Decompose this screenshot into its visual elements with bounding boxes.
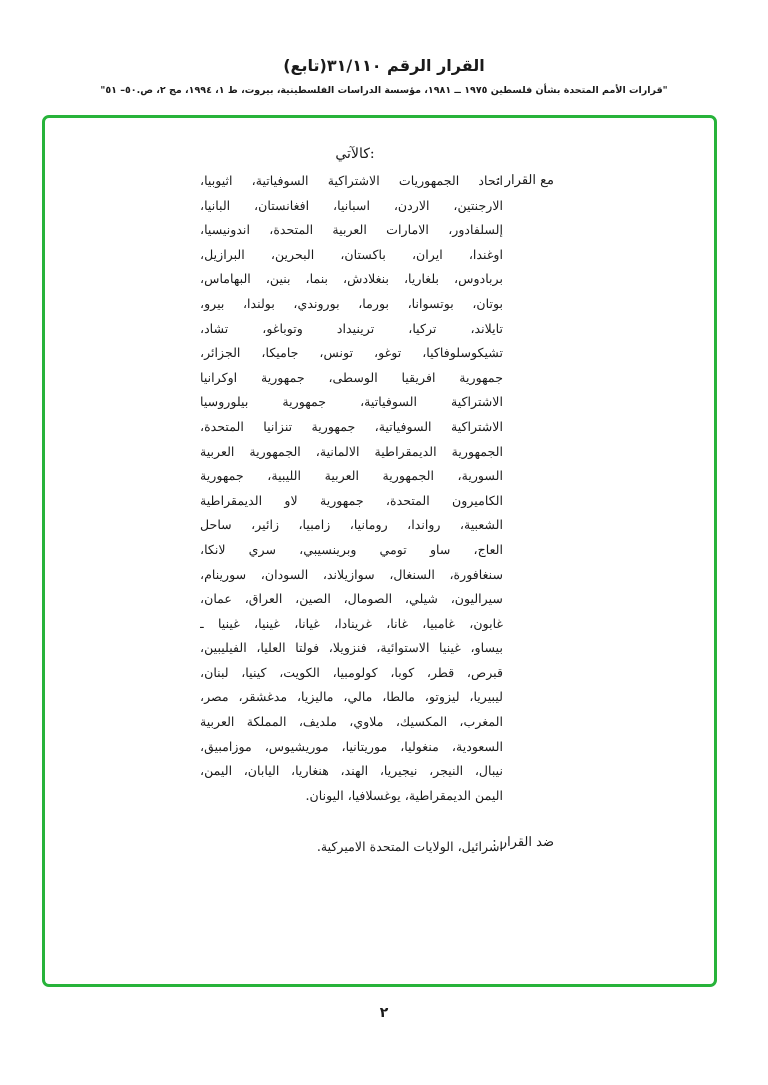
document-title: (تابع)القرار الرقم ٣١/١١٠ [283,56,485,75]
vote-line: اليمن الديمقراطية، يوغسلافيا، اليونان. [305,787,503,803]
votes-against-text: اسرائيل، الولايات المتحدة الاميركية. [316,839,503,854]
vote-line: سيراليون، شيلي، الصومال، الصين، العراق، عمان، [200,591,503,607]
vote-line: تشيكوسلوفاكيا، توغو، تونس، جاميكا، الجزائر، [200,345,503,361]
votes-against-label: ضد القرار : [492,835,554,850]
vote-line: الشعبية، رواندا، رومانيا، زامبيا، زائير، ساحل [200,517,503,533]
vote-line: السعودية، منغوليا، موريتانيا، موريشيوس، موزامبيق، [200,738,503,754]
vote-line: اوغندا، ايران، باكستان، البحرين، البرازيل، [200,246,503,262]
vote-line: الارجنتين، الاردن، اسبانيا، افغانستان، البانيا، [200,197,503,213]
vote-line: المغرب، المكسيك، ملاوي، ملديف، المملكة العربية [200,714,503,730]
vote-line: العاج، ساو تومي وبرينسيبي، سري لانكا، [200,541,503,557]
vote-line: إلسلفادور، الامارات العربية المتحدة، اندونيسيا، [200,222,503,238]
vote-line: الجمهورية الديمقراطية الالمانية، الجمهورية العربية [200,443,503,459]
vote-line: الاشتراكية السوفياتية، جمهورية بيلوروسيا [200,394,503,410]
source-citation: "قرارات الأمم المتحدة بشأن فلسطين ١٩٧٥ ــ ١٩٨١، مؤسسة الدراسات الفلسطينية، بيروت، ط ١، ١٩٩٤، مج ٢، ص.٥٠– ٥١" [100,85,668,96]
vote-line: بوتان، بوتسوانا، بورما، بوروندي، بولندا، بيرو، [200,295,503,311]
vote-line: نيبال، النيجر، نيجيريا، الهند، هنغاريا، اليابان، اليمن، [200,763,503,779]
vote-line: الاشتراكية السوفياتية، جمهورية تنزانيا المتحدة، [200,418,503,434]
vote-line: اتحاد الجمهوريات الاشتراكية السوفياتية، اثيوبيا، [200,173,503,188]
vote-line: سنغافورة، السنغال، سوازيلاند، السودان، سورينام، [200,566,503,582]
vote-line: بيساو، غينيا الاستوائية، فنزويلا، فولتا العليا، الفيليبين، [200,640,503,656]
vote-line: السورية، الجمهورية العربية الليبية، جمهورية [200,468,503,484]
vote-line: جمهورية افريقيا الوسطى، جمهورية اوكرانيا [200,369,503,385]
vote-line: ليبيريا، ليزوتو، مالطا، مالي، ماليزيا، مدغشقر، مصر، [200,689,503,705]
votes-for-label: مع القرار : [496,173,554,188]
page-number: ٢ [379,1005,389,1021]
vote-line: الكاميرون المتحدة، جمهورية لاو الديمقراطية [200,492,503,508]
vote-line: بربادوس، بلغاريا، بنغلادش، بنما، بنين، البهاماس، [200,271,503,287]
intro-text: كالآتي: [335,146,375,162]
votes-for-list [200,169,503,808]
vote-line: غابون، غامبيا، غانا، غرينادا، غيانا، غينيا، غينيا ـ [200,615,503,631]
vote-line: قبرص، قطر، كوبا، كولومبيا، الكويت، كينيا، لبنان، [200,664,503,680]
vote-line: تايلاند، تركيا، ترينيداد وتوباغو، تشاد، [200,320,503,336]
